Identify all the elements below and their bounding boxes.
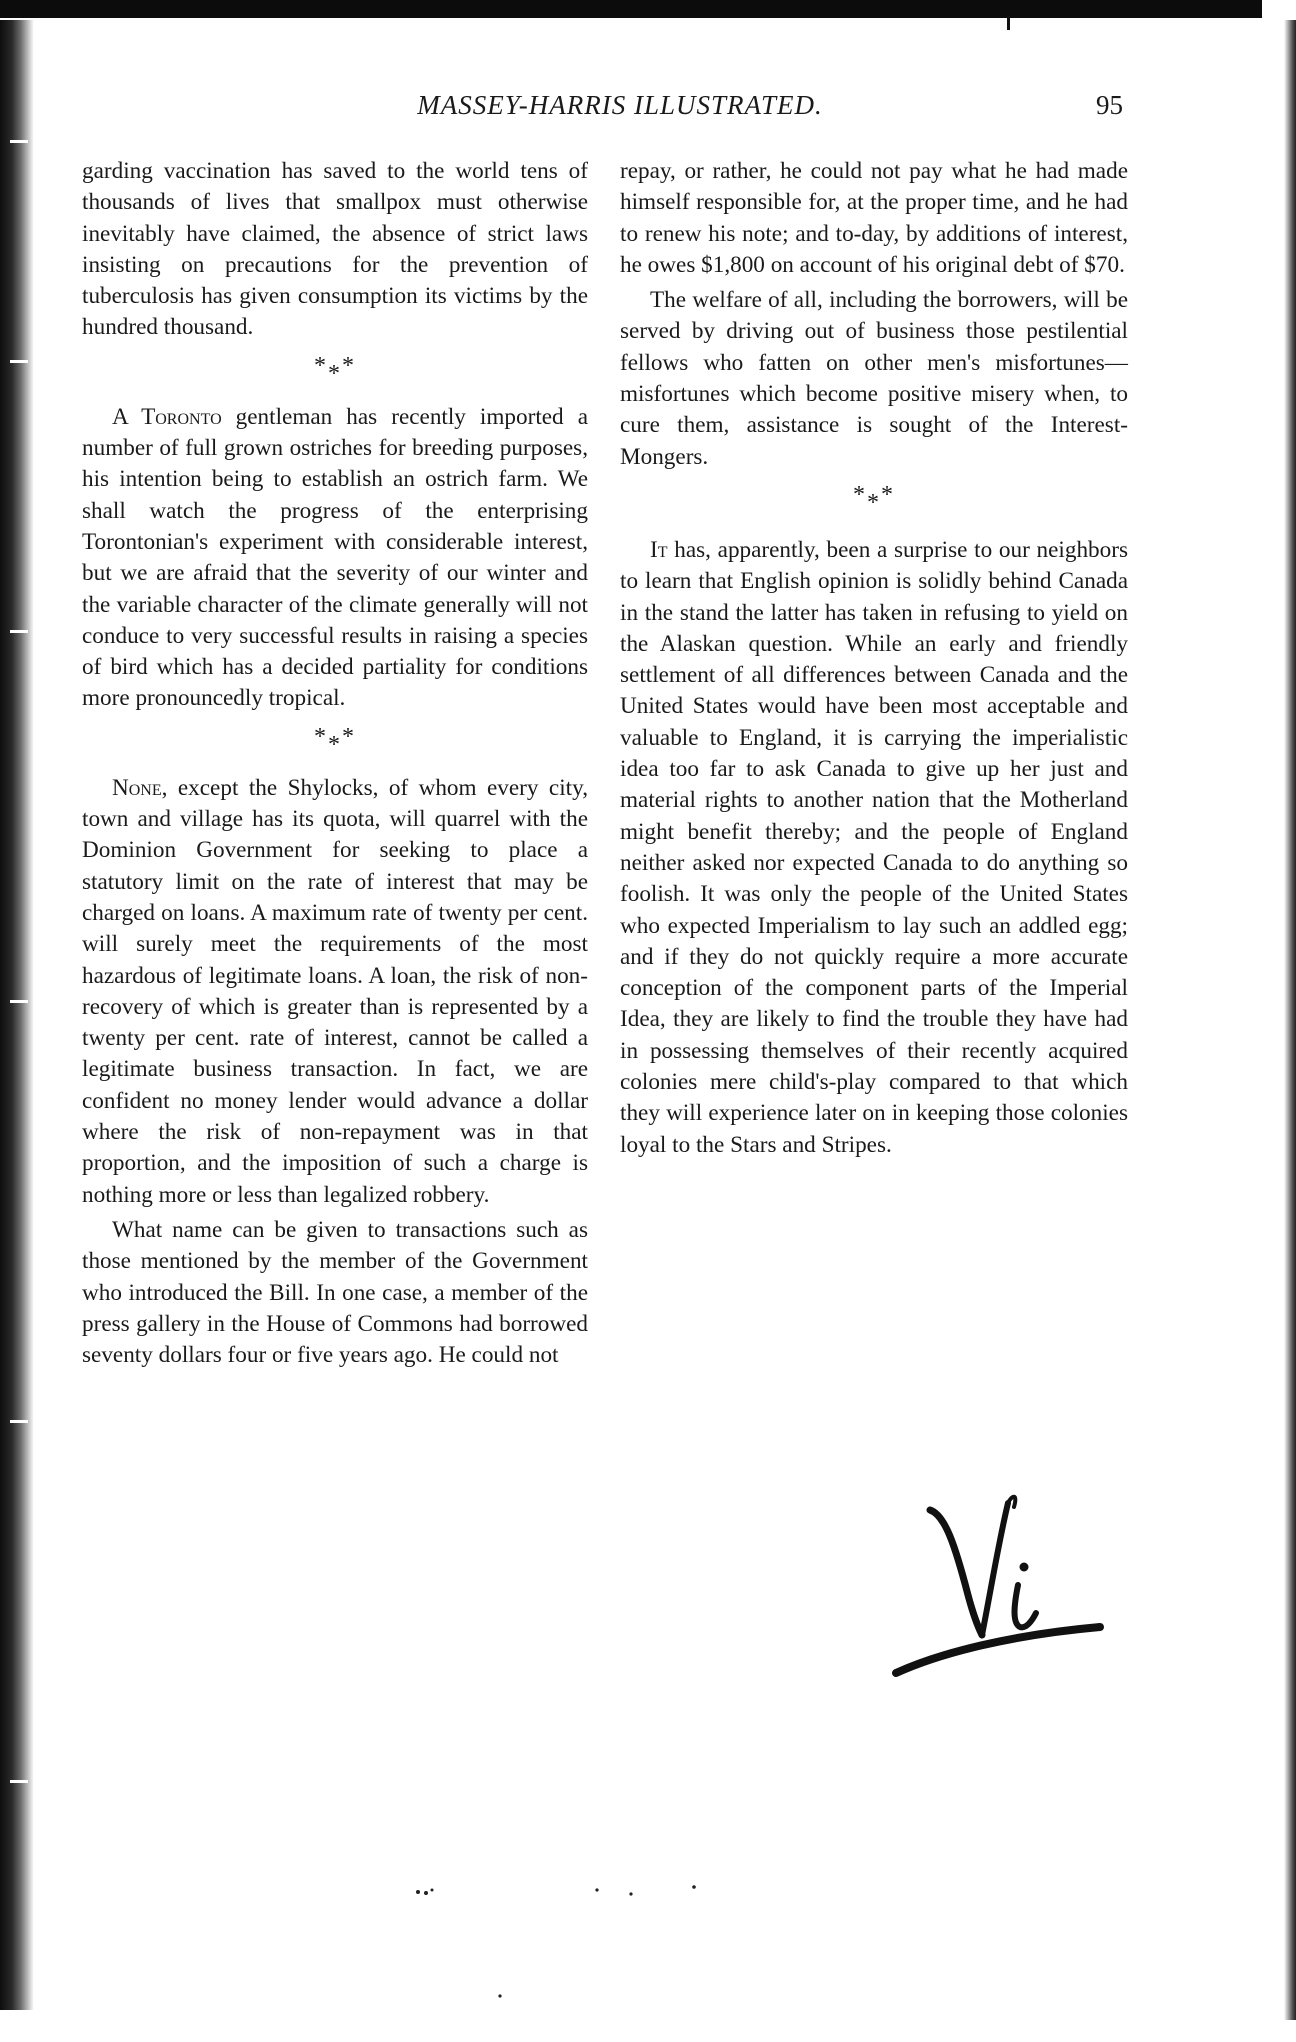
paragraph-interest-mongers: The welfare of all, including the borrowers, will be served by driving out of business those pestilential fellows who fatten on other men's misfortunes—misfortunes which become positive misery when, to cure them, assistance is sought of the Interest-Mongers. bbox=[620, 287, 1128, 470]
paragraph-lead-word: It bbox=[650, 536, 668, 563]
paragraph-ostrich-farm: A Toronto gentleman has recently imported a number of full grown ostriches for breeding purposes, his intention being to establish an ostrich farm. We shall watch the progress of the enterprising Torontonian's experiment with considerable interest, but we are afraid that the severity of our winter and the variable character of the climate generally will not conduce to very successful results in raising a species of bird which has a decided partiality for conditions more pronouncedly tropical. bbox=[82, 403, 588, 712]
paragraph-repayment: repay, or rather, he could not pay what he had made himself responsible for, at the proper time, and he had to renew his note; and to-day, by additions of interest, he owes $1,800 on account of his original debt of $70. bbox=[620, 158, 1128, 278]
running-title: MASSEY-HARRIS ILLUSTRATED. bbox=[417, 90, 823, 120]
paragraph-vaccination-end: garding vaccination has saved to the world tens of thousands of lives that smallpox must otherwise inevitably have claimed, the absence of strict laws insisting on precautions for the prevention of tuberculosis has given consumption its victims by the hundred thousand. bbox=[82, 158, 588, 341]
paragraph-lead-word: None, bbox=[112, 774, 168, 801]
section-separator: *** bbox=[853, 481, 895, 516]
paragraph-transactions: What name can be given to transactions such as those mentioned by the member of the Government who introduced the Bill. In one case, a member of the press gallery in the House of Commons had borrowed seventy dollars four or five years ago. He could not bbox=[82, 1216, 588, 1369]
paragraph-lead-word: A Toronto bbox=[112, 403, 222, 430]
top-border-rule bbox=[0, 0, 1262, 18]
page-number: 95 bbox=[1096, 90, 1123, 120]
editor-signature bbox=[890, 1485, 1110, 1685]
right-column bbox=[620, 156, 1128, 1161]
top-rule-mark bbox=[1007, 16, 1010, 30]
section-separator: *** bbox=[314, 723, 356, 758]
page-edge-shadow bbox=[1284, 20, 1296, 2020]
binding-edge bbox=[0, 20, 34, 2010]
paragraph-interest-rates: None, except the Shylocks, of whom every city, town and village has its quota, will quarrel with the Dominion Government for seeking to place a statutory limit on the rate of interest that may be charged on loans. A maximum rate of twenty per cent. will surely meet the requirements of the most hazardous of legitimate loans. A loan, the risk of non-recovery of which is greater than is represented by a twenty per cent. rate of interest, cannot be called a legitimate business transaction. In fact, we are confident no money lender would advance a dollar where the risk of non-repayment was in that proportion, and the imposition of such a charge is nothing more or less than legalized robbery. bbox=[82, 774, 588, 1208]
section-separator: *** bbox=[314, 352, 356, 387]
paragraph-alaskan-question: It has, apparently, been a surprise to our neighbors to learn that English opinion is solidly behind Canada in the stand the latter has taken in refusing to yield on the Alaskan question. While an early and friendly settlement of all differences between Canada and the United States would have been most acceptable and valuable to England, it is carrying the imperialistic idea too far to ask Canada to give up her just and material rights to another nation that the Motherland might benefit thereby; and the people of England neither asked nor expected Canada to do anything so foolish. It was only the people of the United States who expected Imperialism to lay such an addled egg; and if they do not quickly require a more accurate conception of the component parts of the Imperial Idea, they are likely to find the trouble they have had in possessing themselves of their recently acquired colonies mere child's-play compared to that which they will experience later on in keeping those colonies loyal to the Stars and Stripes. bbox=[620, 536, 1128, 1158]
left-column bbox=[82, 156, 588, 1371]
